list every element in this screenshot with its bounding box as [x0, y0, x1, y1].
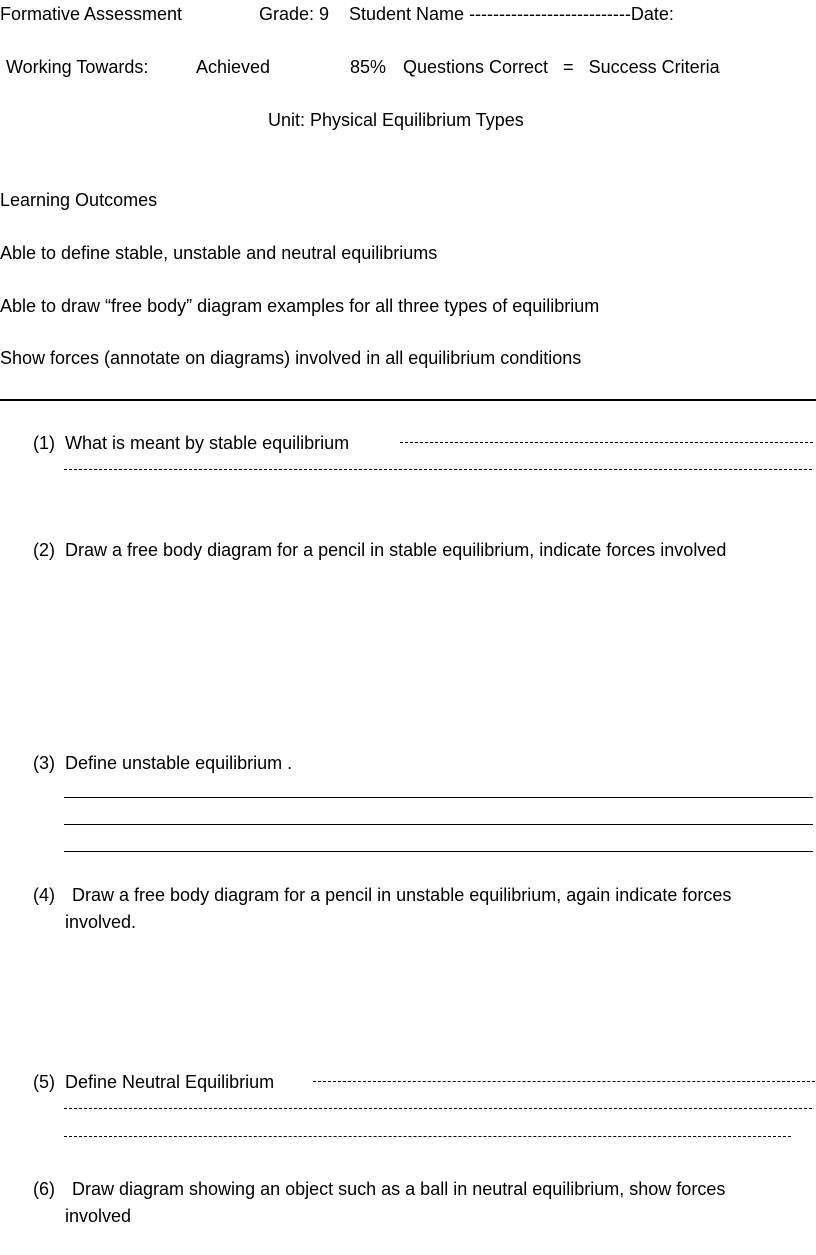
achieved-label: Achieved	[196, 57, 271, 77]
answer-line[interactable]	[64, 851, 813, 852]
question-text-continued: involved	[65, 1206, 132, 1226]
unit-title: Unit: Physical Equilibrium Types	[268, 110, 524, 130]
grade-label: Grade: 9	[259, 4, 330, 24]
question-text: Draw a free body diagram for a pencil in stable equilibrium, indicate forces involved	[65, 540, 727, 560]
working-towards-label: Working Towards:	[6, 57, 149, 77]
question-text: What is meant by stable equilibrium	[65, 433, 350, 453]
percent-label: 85%	[350, 57, 387, 77]
student-name-date-field[interactable]: Student Name ---------------------------Date:	[349, 4, 674, 24]
section-divider	[0, 399, 816, 401]
learning-outcome-item: Able to define stable, unstable and neutral equilibriums	[0, 243, 438, 263]
question-number: (4)	[33, 885, 55, 905]
question-text: Draw diagram showing an object such as a ball in neutral equilibrium, show forces	[67, 1179, 726, 1199]
answer-dash-line[interactable]	[64, 469, 812, 470]
answer-dash-line[interactable]	[64, 1108, 812, 1109]
learning-outcome-item: Able to draw “free body” diagram examples for all three types of equilibrium	[0, 296, 600, 316]
learning-outcome-item: Show forces (annotate on diagrams) involved in all equilibrium conditions	[0, 348, 582, 368]
question-text: Define Neutral Equilibrium	[65, 1072, 275, 1092]
success-criteria-label: Questions Correct = Success Criteria	[403, 57, 720, 77]
question-text: Draw a free body diagram for a pencil in unstable equilibrium, again indicate forces	[67, 885, 732, 905]
question-number: (6)	[33, 1179, 55, 1199]
assessment-title: Formative Assessment	[0, 4, 183, 24]
answer-line[interactable]	[64, 797, 813, 798]
answer-line[interactable]	[64, 824, 813, 825]
learning-outcomes-heading: Learning Outcomes	[0, 190, 158, 210]
question-number: (2)	[33, 540, 55, 560]
question-number: (1)	[33, 433, 55, 453]
question-number: (5)	[33, 1072, 55, 1092]
question-text-continued: involved.	[65, 912, 137, 932]
answer-dash-line[interactable]	[400, 442, 813, 443]
answer-dash-line[interactable]	[313, 1081, 815, 1082]
answer-dash-line[interactable]	[64, 1136, 791, 1137]
question-number: (3)	[33, 753, 55, 773]
question-text: Define unstable equilibrium .	[65, 753, 293, 773]
